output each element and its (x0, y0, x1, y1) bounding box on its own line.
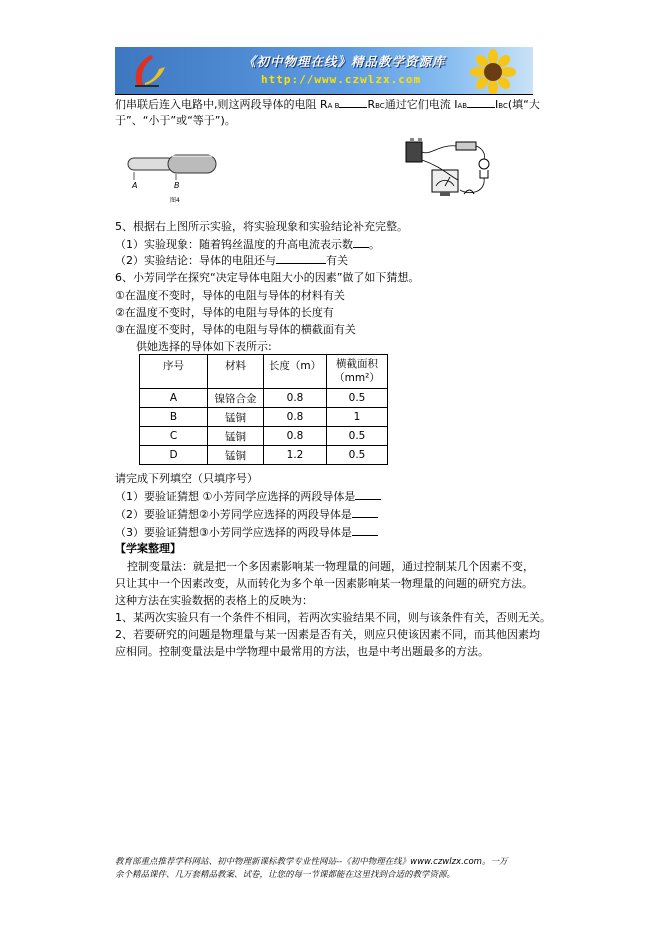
fill-intro: 请完成下列填空（只填序号） (115, 472, 258, 485)
page-footer: 教育部重点推荐学科网站、初中物理新课标教学专业性网站--《初中物理在线》www.czwlzx.com。一万 余个精品课件、几万套精品教案、试卷，让您的每一节课都能在这里找到合适的教学资源。 (115, 857, 508, 880)
guess-1: ①在温度不变时，导体的电阻与导体的材料有关 (115, 289, 345, 302)
q6-title: 6、小芳同学在探究“决定导体电阻大小的因素”做了如下猜想。 (115, 271, 420, 284)
table-row: A 镍铬合金 0.8 0.5 (140, 389, 388, 408)
site-logo-icon (129, 53, 169, 89)
answer-blank[interactable] (352, 507, 378, 518)
summary-para-4: 1、某两次实验只有一个条件不相同，若两次实验结果不同，则与该条件有关，否则无关。 (115, 611, 551, 624)
table-header-row (140, 355, 388, 389)
fill-2: （2）要验证猜想②小芳同学应选择的两段导体是 (115, 507, 378, 522)
table-row: C 锰铜 0.8 0.5 (140, 427, 388, 446)
answer-blank[interactable] (355, 489, 381, 500)
circuit-experiment-figure (400, 136, 500, 206)
summary-para-2: 只让其中一个因素改变，从而转化为多个单一因素影响某一物理量的问题的研究方法。 (115, 577, 533, 590)
answer-blank[interactable] (352, 525, 378, 536)
guess-2: ②在温度不变时，导体的电阻与导体的长度有 (115, 306, 334, 319)
fill-1: （1）要验证猜想 ①小芳同学应选择的两段导体是 (115, 489, 381, 504)
answer-blank[interactable] (339, 97, 367, 108)
conductor-table (139, 354, 388, 465)
header-area: 横截面积 （mm²） (327, 355, 388, 389)
summary-para-5: 2、若要研究的问题是物理量与某一因素是否有关，则应只使该因素不同，而其他因素均 (115, 628, 540, 641)
label-b: B (174, 181, 180, 190)
summary-para-3: 这种方法在实验数据的表格上的反映为： (115, 594, 313, 607)
answer-blank[interactable] (353, 237, 369, 248)
header-rule (115, 94, 533, 95)
q4-line-1: 们串联后连入电路中,则这两段导体的电阻 RA B RBC通过它们电流 IAB IBC(填“大 (115, 98, 540, 111)
fill-3: （3）要验证猜想③小芳同学应选择的两段导体是 (115, 525, 378, 540)
answer-blank[interactable] (467, 97, 495, 108)
q5-part2: （2）实验结论：导体的电阻还与 有关 (115, 254, 348, 267)
table-row: B 锰铜 0.8 1 (140, 408, 388, 427)
site-url: http://www.czwlzx.com (261, 73, 422, 86)
section-title: 【学案整理】 (115, 542, 181, 555)
q5-part1: （1）实验现象：随着钨丝温度的升高电流表示数 。 (115, 238, 380, 251)
summary-para-6: 应相同。控制变量法是中学物理中最常用的方法，也是中考出题最多的方法。 (115, 645, 489, 658)
table-row: D 锰铜 1.2 0.5 (140, 446, 388, 465)
summary-para-1: 控制变量法：就是把一个多因素影响某一物理量的问题，通过控制某几个因素不变， (127, 560, 534, 573)
q4-line-2: 于”、“小于”或“等于”)。 (115, 114, 236, 127)
table-intro: 供她选择的导体如下表所示: (136, 340, 272, 353)
header-material: 材料 (208, 355, 264, 389)
sunflower-icon (469, 49, 517, 94)
guess-3: ③在温度不变时，导体的电阻与导体的横截面有关 (115, 323, 356, 336)
q5-title: 5、根据右上图所示实验，将实验现象和实验结论补充完整。 (115, 220, 408, 233)
header-index: 序号 (140, 355, 208, 389)
header-length: 长度（m） (264, 355, 327, 389)
header-banner (115, 47, 533, 94)
wire-conductor-figure (124, 150, 224, 205)
answer-blank[interactable] (276, 253, 326, 264)
label-a: A (132, 181, 138, 190)
site-title: 《初中物理在线》精品教学资源库 (243, 54, 446, 69)
figure-caption: 图4 (170, 197, 180, 204)
